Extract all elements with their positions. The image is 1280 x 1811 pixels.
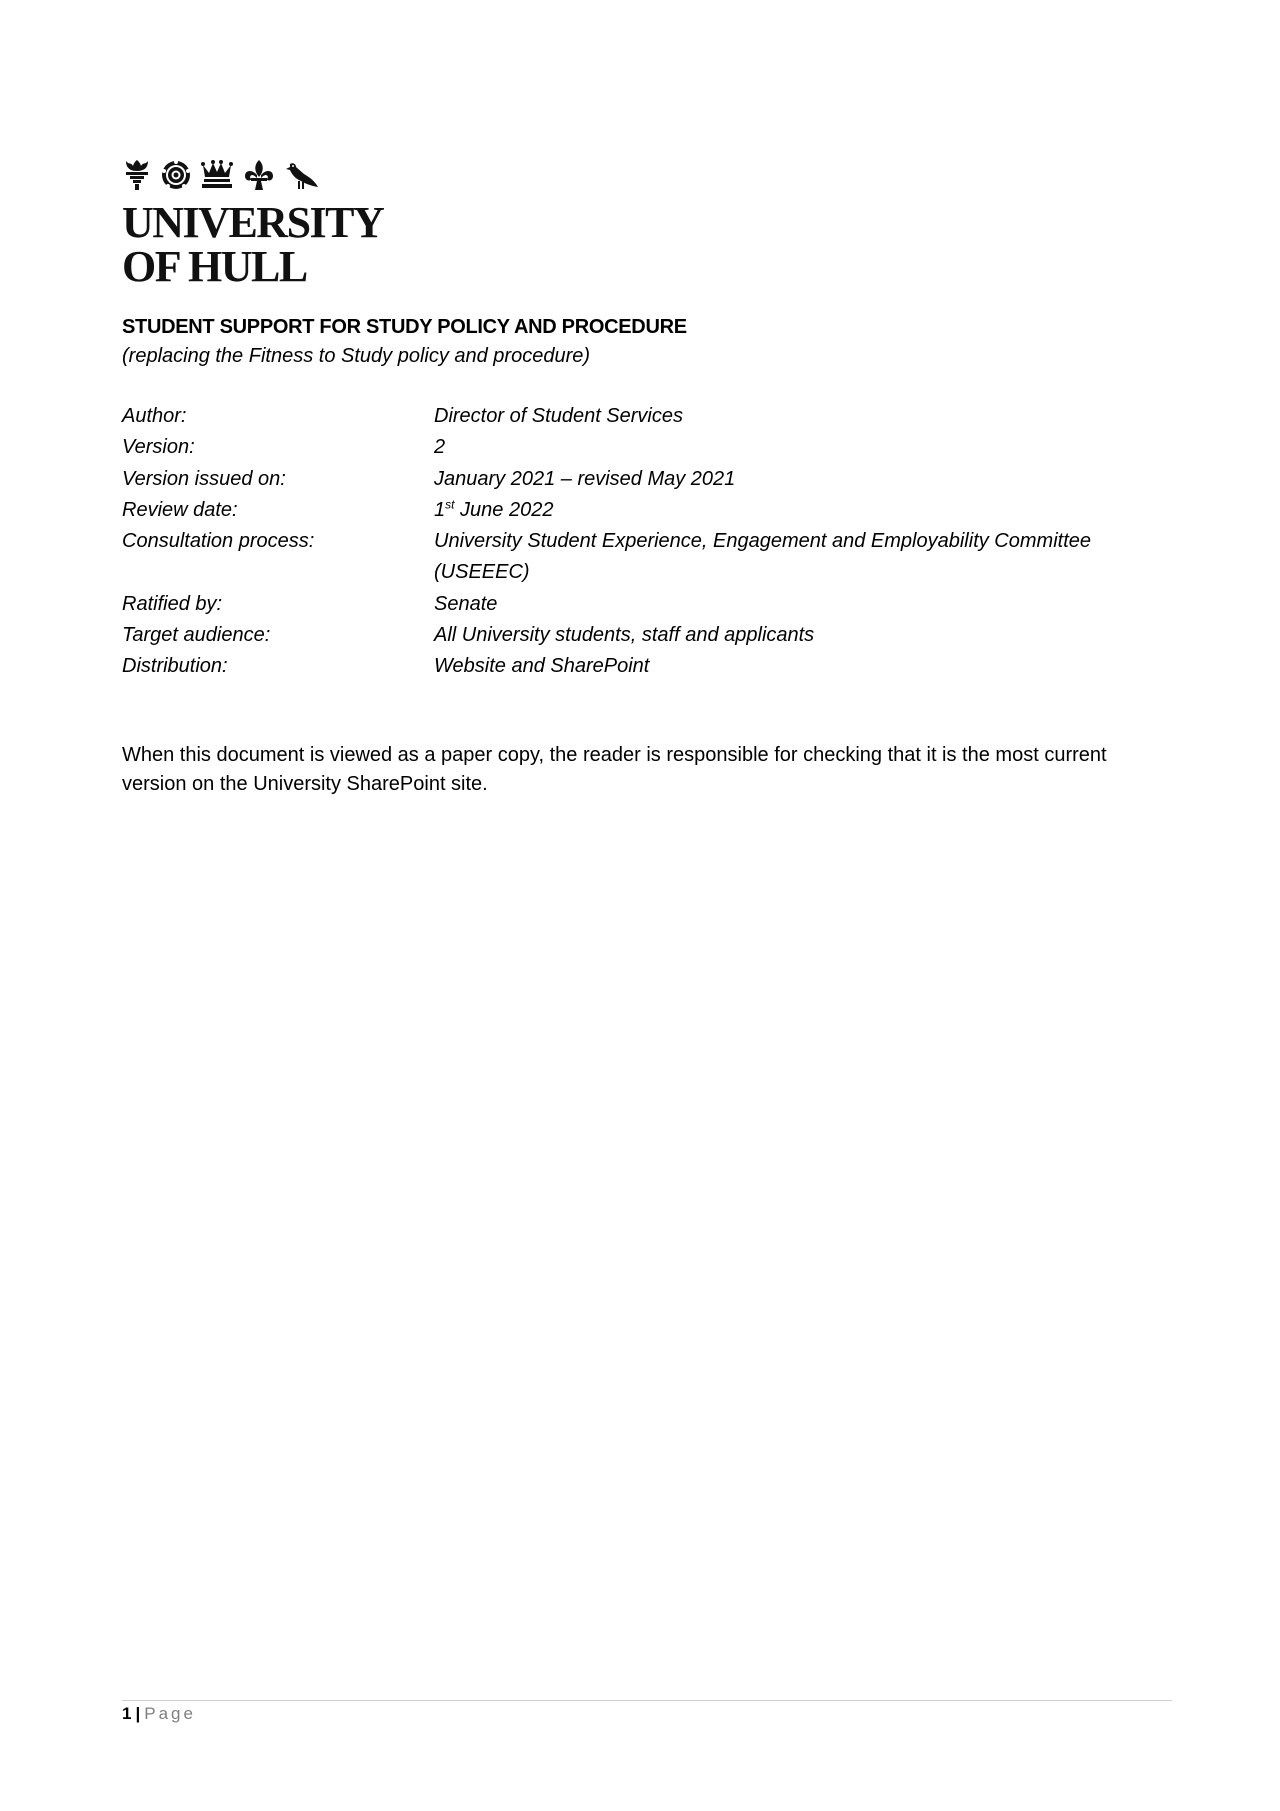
university-logo — [122, 155, 422, 295]
meta-label: Version issued on: — [122, 467, 286, 490]
meta-row-distribution — [122, 651, 1172, 682]
meta-value — [434, 495, 1172, 526]
meta-row-version — [122, 432, 1172, 463]
meta-label: Distribution: — [122, 655, 228, 678]
meta-row-ratified-by — [122, 589, 1172, 620]
meta-value: Website and SharePoint — [434, 655, 650, 678]
meta-value-rest: June 2022 — [460, 498, 554, 521]
document-metadata — [122, 401, 1172, 683]
crown-icon — [200, 159, 234, 191]
footer-divider — [122, 1700, 1172, 1701]
crest-icons — [122, 155, 422, 195]
bird-icon — [284, 159, 320, 191]
document-title: STUDENT SUPPORT FOR STUDY POLICY AND PROCEDURE — [122, 316, 687, 338]
paper-copy-notice: When this document is viewed as a paper copy, the reader is responsible for checking that it is the most current version on the University SharePoint site. — [122, 744, 1107, 795]
meta-row-review-date — [122, 495, 1172, 526]
meta-row-version-issued — [122, 464, 1172, 495]
meta-row-target-audience — [122, 620, 1172, 651]
meta-value-ordinal: st — [445, 497, 455, 512]
meta-label: Consultation process: — [122, 530, 315, 553]
logo-text-line1: UNIVERSITY — [122, 198, 384, 247]
page-label: Page — [144, 1704, 196, 1723]
rose-icon — [160, 159, 192, 191]
page-footer — [122, 1704, 196, 1724]
document-subtitle: (replacing the Fitness to Study policy and procedure) — [122, 345, 591, 367]
meta-value-day: 1 — [434, 498, 446, 521]
page-number: 1 — [122, 1704, 132, 1723]
meta-value: 2 — [434, 436, 446, 459]
flame-crest-icon — [122, 159, 152, 191]
meta-label: Target audience: — [122, 624, 271, 647]
meta-value: All University students, staff and applicants — [434, 624, 815, 647]
meta-value: Senate — [434, 592, 498, 615]
meta-label: Review date: — [122, 498, 238, 521]
fleur-de-lis-icon — [242, 159, 276, 191]
meta-label: Ratified by: — [122, 592, 223, 615]
meta-value: Director of Student Services — [434, 405, 683, 427]
logo-text-line2: OF HULL — [122, 242, 307, 291]
meta-row-author — [122, 401, 1172, 432]
meta-value: University Student Experience, Engagement and Employability Committee (USEEEC) — [434, 530, 1091, 584]
meta-label: Version: — [122, 436, 195, 459]
meta-label: Author: — [122, 405, 187, 427]
meta-value: January 2021 – revised May 2021 — [434, 467, 736, 490]
meta-row-consultation — [122, 526, 1172, 589]
footer-separator: | — [135, 1704, 141, 1723]
